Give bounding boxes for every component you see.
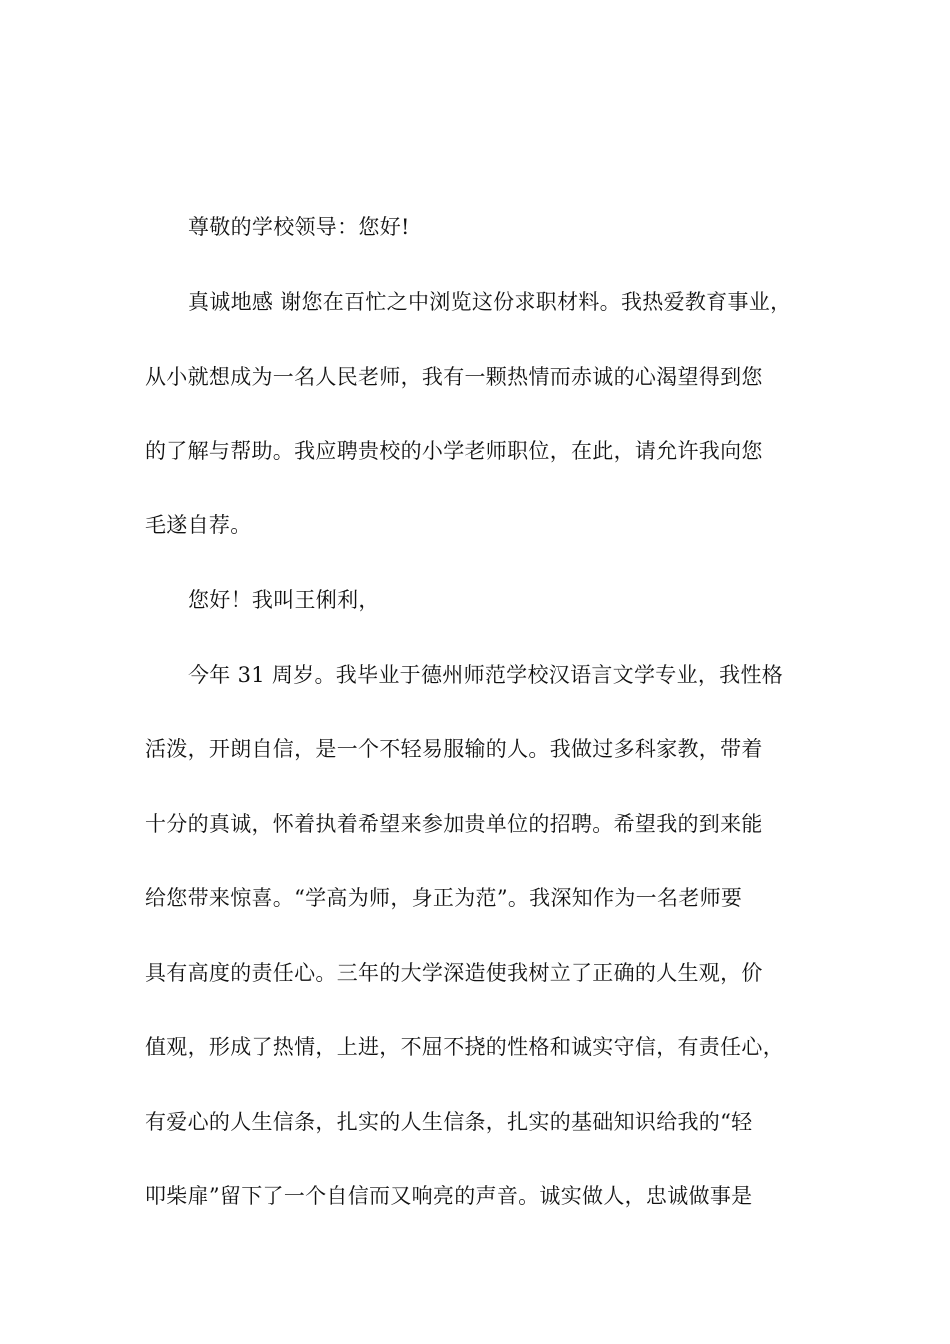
paragraph-line: 叩柴扉”留下了一个自信而又响亮的声音。诚实做人，忠诚做事是 <box>145 1184 753 1208</box>
paragraph-line: 具有高度的责任心。三年的大学深造使我树立了正确的人生观，价 <box>145 961 763 985</box>
paragraph-line: 真诚地感 谢您在百忙之中浏览这份求职材料。我热爱教育事业， <box>188 290 792 314</box>
paragraph-line: 给您带来惊喜。“学高为师，身正为范”。我深知作为一名老师要 <box>145 886 743 910</box>
paragraph-line: 活泼，开朗自信，是一个不轻易服输的人。我做过多科家教，带着 <box>145 737 763 761</box>
salutation: 尊敬的学校领导：您好! <box>188 215 410 239</box>
paragraph-line: 值观，形成了热情，上进，不屈不挠的性格和诚实守信，有责任心， <box>145 1035 784 1059</box>
paragraph-line: 十分的真诚，怀着执着希望来参加贵单位的招聘。希望我的到来能 <box>145 812 763 836</box>
paragraph-line: 的了解与帮助。我应聘贵校的小学老师职位，在此，请允许我向您 <box>145 439 763 463</box>
paragraph-line: 从小就想成为一名人民老师，我有一颗热情而赤诚的心渴望得到您 <box>145 365 763 389</box>
paragraph-line: 有爱心的人生信条，扎实的人生信条，扎实的基础知识给我的“轻 <box>145 1110 753 1134</box>
paragraph-line: 您好！我叫王俐利， <box>188 588 380 612</box>
paragraph-line: 毛遂自荐。 <box>145 513 252 537</box>
paragraph-line: 今年 31 周岁。我毕业于德州师范学校汉语言文学专业，我性格 <box>188 663 784 687</box>
